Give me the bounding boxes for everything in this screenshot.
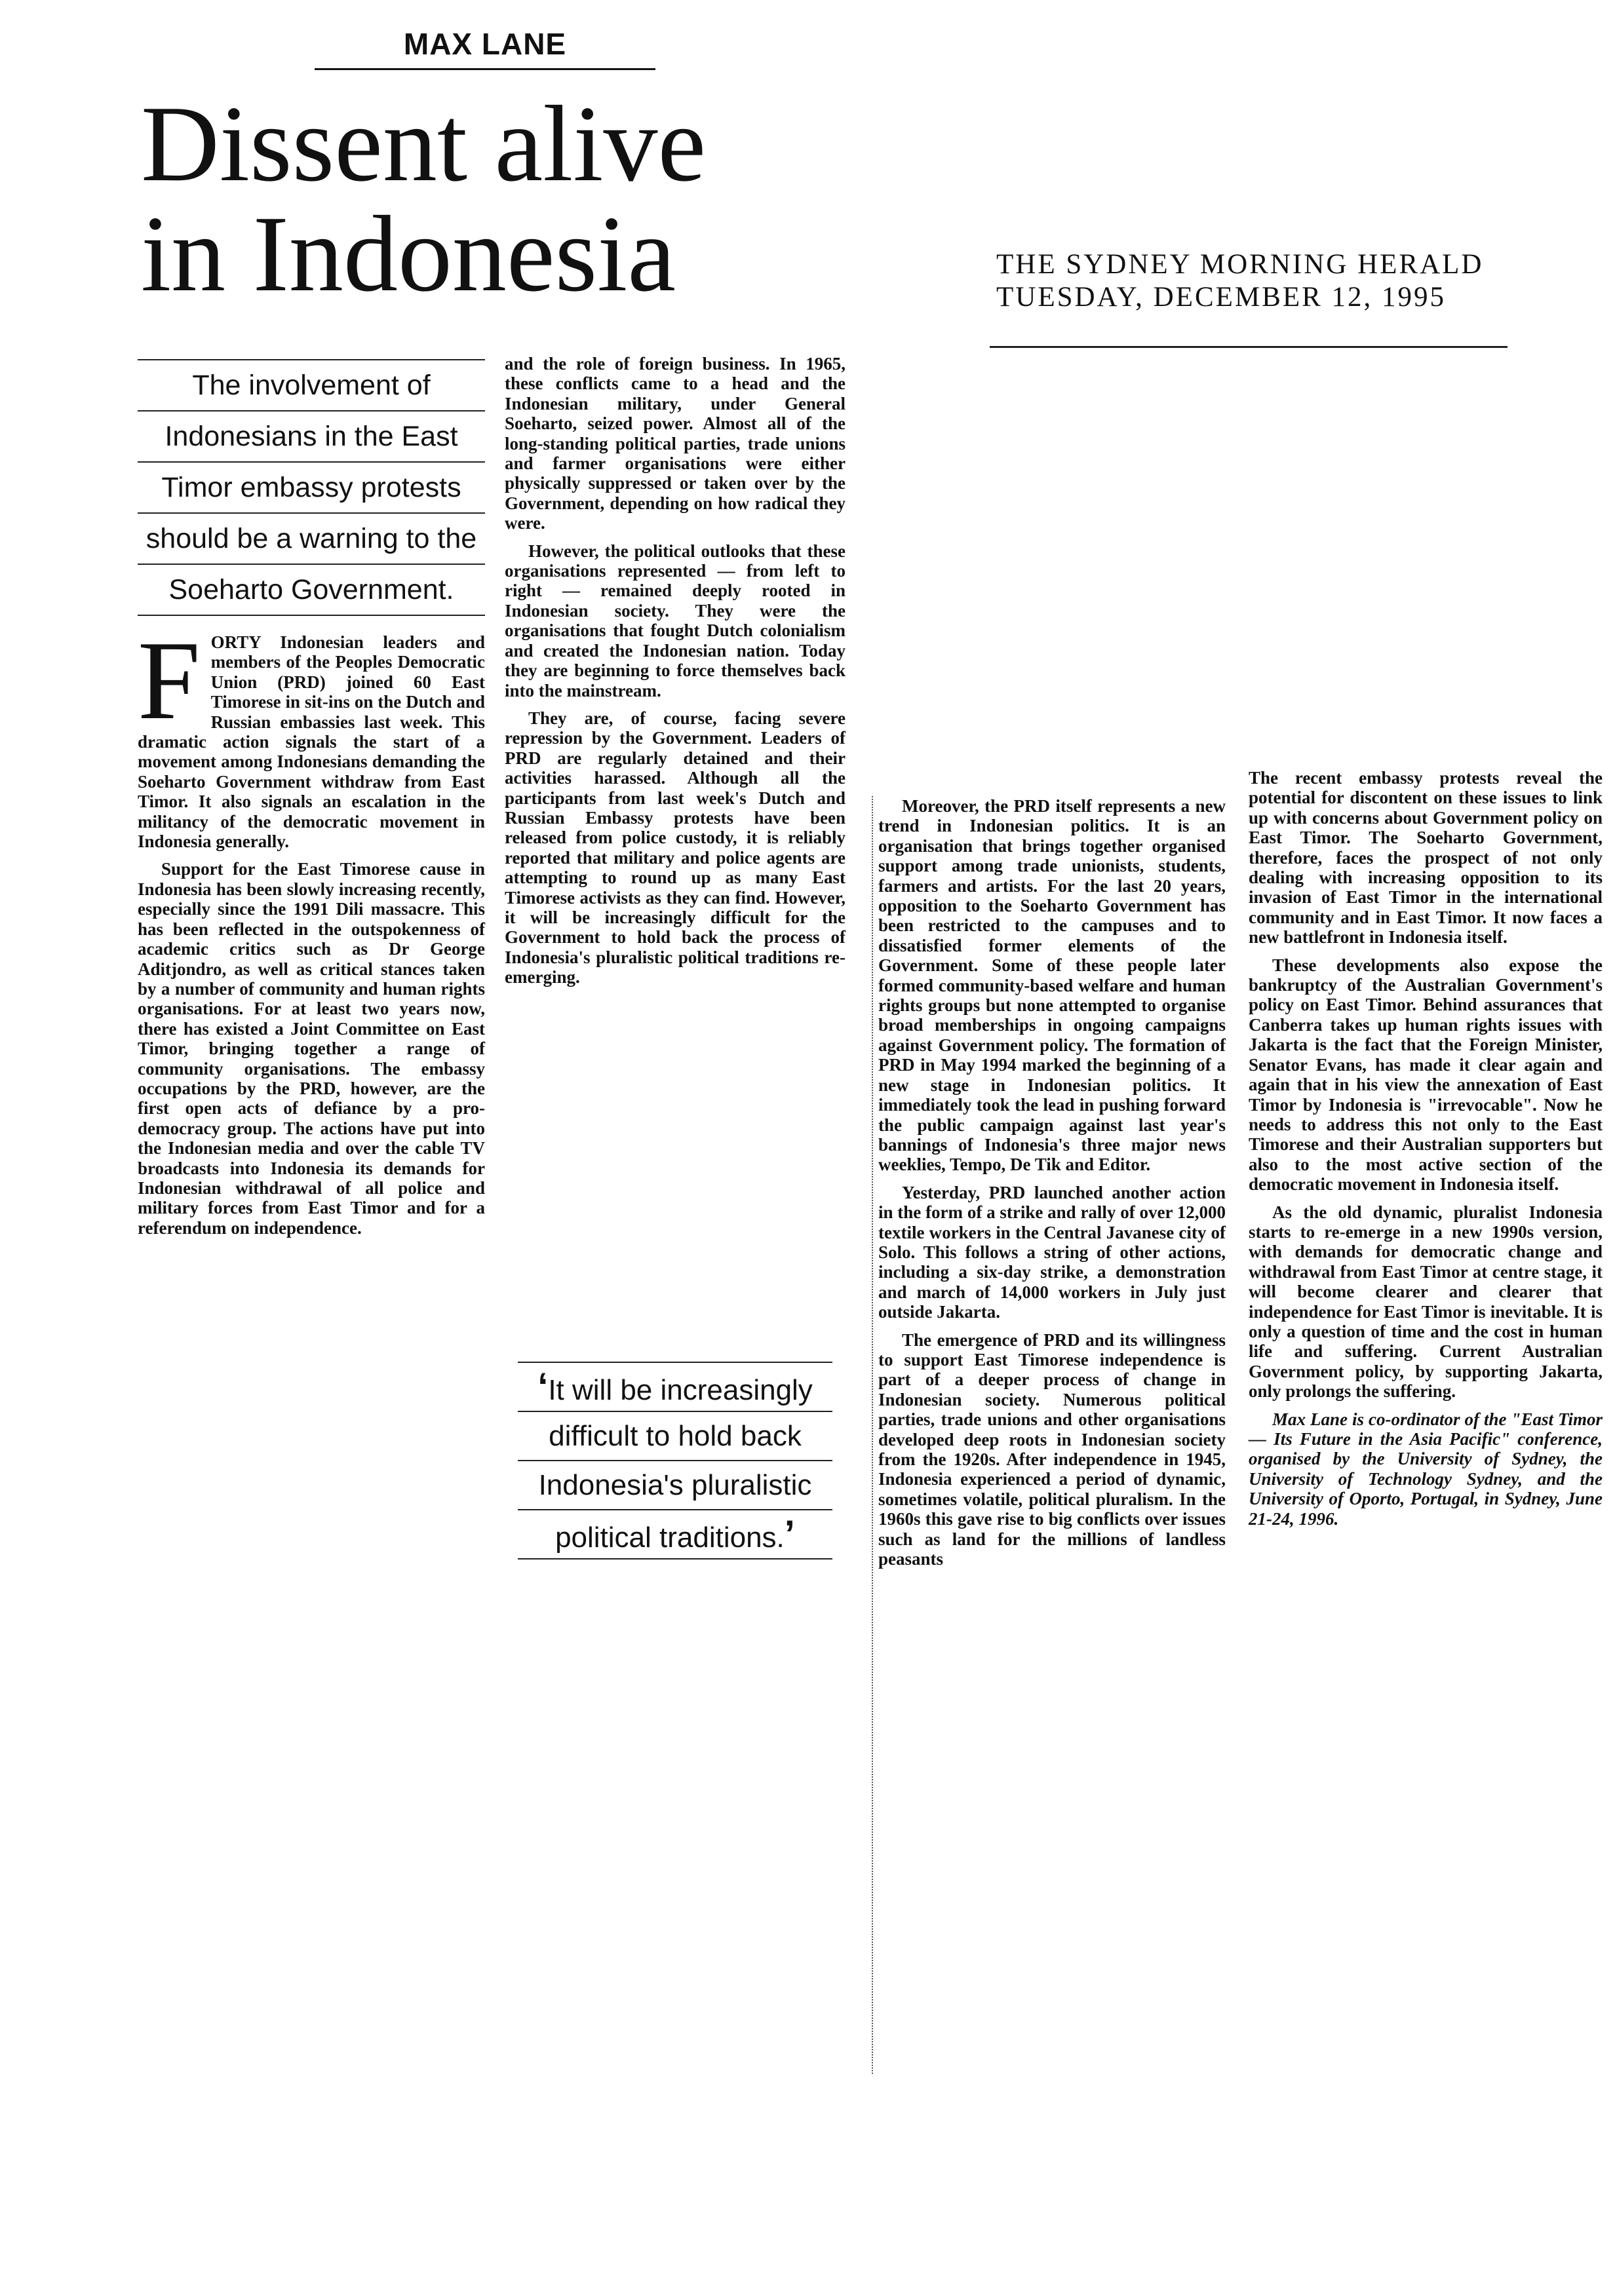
pull-quote-text: political traditions. xyxy=(555,1521,785,1554)
standfirst-line: The involvement of xyxy=(138,359,485,411)
headline-line-2: in Indonesia xyxy=(141,193,676,314)
paragraph: The emergence of PRD and its willingness to support East Timorese independence is part of a deeper process of change in Indonesian society. Numerous political parties, trade unions and other organisations developed deep roots in Indonesian society from the 1920s. After independence in 1945, Indonesia experienced a period of dynamic, sometimes volatile, political pluralism. In the 1960s this gave rise to big conflicts over issues such as land for the millions of landless peasants xyxy=(878,1330,1226,1569)
paragraph: Yesterday, PRD launched another action in the form of a strike and rally of over 12,000 textile workers in the Central Javanese city of Solo. This follows a string of other actions, including a six-day strike, a demonstration and march of 14,000 workers in July just outside Jakarta. xyxy=(878,1182,1226,1322)
paragraph: Support for the East Timorese cause in Indonesia has been slowly increasing recently, especially since the 1991 Dili massacre. This has been reflected in the outspokenness of academic critics such as Dr George Aditjondro, as well as critical stances taken by a number of community and human rights organisations. For at least two years now, there has existed a Joint Committee on East Timor, bringing together a range of community organisations. The embassy occupations by the PRD, however, are the first open acts of defiance by a pro-democracy group. The actions have put into the Indonesian media and over the cable TV broadcasts into Indonesia its demands for Indonesian withdrawal of all police and military forces from East Timor and for a referendum on independence. xyxy=(138,859,485,1238)
paragraph: and the role of foreign business. In 1965, these conflicts came to a head and the Indonesian military, under General Soeharto, seized power. Almost all of the long-standing political parties, trade unions and farmer organisations were either physically suppressed or taken over by the Government, depending on how radical they were. xyxy=(505,354,846,533)
column-rule xyxy=(872,796,873,2074)
standfirst-line: should be a warning to the xyxy=(138,514,485,565)
publication-name: THE SYDNEY MORNING HERALD xyxy=(996,249,1484,280)
article-column-3 xyxy=(878,796,1226,1577)
standfirst xyxy=(138,359,485,616)
paragraph: As the old dynamic, pluralist Indonesia starts to re-emerge in a new 1990s version, with demands for democratic change and withdrawal from East Timor at centre stage, it will become clearer and clearer that independence for East Timor is inevitable. It is only a question of time and the cost in human life and suffering. Current Australian Government policy, by supporting Jakarta, only prolongs the suffering. xyxy=(1249,1202,1603,1402)
publication-date: TUESDAY, DECEMBER 12, 1995 xyxy=(996,282,1447,313)
standfirst-line: Indonesians in the East xyxy=(138,411,485,463)
article-column-2 xyxy=(505,354,846,995)
close-quote-mark: ’ xyxy=(784,1513,795,1556)
pull-quote-line xyxy=(518,1362,832,1412)
paragraph: They are, of course, facing severe repression by the Government. Leaders of PRD are regularly detained and their activities harassed. Although all the participants from last week's Dutch and Russian Embassy protests have been released from police custody, it is reliably reported that military and police agents are attempting to round up as many East Timorese activists as they can find. However, it will be increasingly difficult for the Government to hold back the process of Indonesia's pluralistic political traditions re-emerging. xyxy=(505,708,846,987)
pull-quote-line: difficult to hold back xyxy=(518,1412,832,1461)
standfirst-line: Soeharto Government. xyxy=(138,565,485,616)
open-quote-mark: ‘ xyxy=(537,1366,549,1408)
article-column-1 xyxy=(138,619,485,1246)
pull-quote xyxy=(518,1362,832,1559)
headline xyxy=(141,83,862,314)
standfirst-line: Timor embassy protests xyxy=(138,463,485,514)
paragraph-text: ORTY Indonesian leaders and members of the Peoples Democratic Union (PRD) joined 60 East Timorese in sit-ins on the Dutch and Russian embassies last week. This dramatic action signals the start of a movement among Indonesians demanding the Soeharto Government withdraw from East Timor. It also signals an escalation in the militancy of the democratic movement in Indonesia generally. xyxy=(138,632,485,852)
paragraph: These developments also expose the bankruptcy of the Australian Government's policy on East Timor. Behind assurances that Canberra takes up human rights issues with Jakarta is the fact that the Foreign Minister, Senator Evans, has made it clear again and again that in his view the annexation of East Timor by Indonesia is "irrevocable". Now he needs to address this not only to the East Timorese and their Australian supporters but also to the most active section of the democratic movement in Indonesia itself. xyxy=(1249,955,1603,1195)
article-column-4 xyxy=(1249,768,1603,1537)
paragraph: However, the political outlooks that these organisations represented — from left to right — remained deeply rooted in Indonesian society. They were the organisations that fought Dutch colonialism and created the Indonesian nation. Today they are beginning to force themselves back into the mainstream. xyxy=(505,541,846,700)
paragraph xyxy=(138,619,485,852)
masthead-rule xyxy=(990,346,1508,348)
pull-quote-line xyxy=(518,1510,832,1559)
byline-rule xyxy=(315,68,655,70)
author-bio: Max Lane is co-ordinator of the "East Timor — Its Future in the Asia Pacific" conference, organised by the University of Sydney, the University of Technology Sydney, and the University of Oporto, Portugal, in Sydney, June 21-24, 1996. xyxy=(1249,1409,1603,1529)
paragraph: Moreover, the PRD itself represents a new trend in Indonesian politics. It is an organisation that brings together organised support among trade unionists, students, farmers and artists. For the last 20 years, opposition to the Soeharto Government has been restricted to the campuses and to dissatisfied former elements of the Government. Some of these people later formed community-based welfare and human rights groups but none attempted to organise broad memberships in ongoing campaigns against Government policy. The formation of PRD in May 1994 marked the beginning of a new stage in Indonesian politics. It immediately took the lead in pushing forward the public campaign against last year's bannings of Indonesia's three major news weeklies, Tempo, De Tik and Editor. xyxy=(878,796,1226,1175)
pull-quote-line: Indonesia's pluralistic xyxy=(518,1461,832,1510)
headline-line-1: Dissent alive xyxy=(141,83,707,204)
paragraph: The recent embassy protests reveal the potential for discontent on these issues to link up with concerns about Government policy on East Timor. The Soeharto Government, therefore, faces the prospect of not only dealing with increasing opposition to its invasion of East Timor in the international community and in East Timor. It now faces a new battlefront in Indonesia itself. xyxy=(1249,768,1603,947)
byline: MAX LANE xyxy=(403,27,567,61)
pull-quote-text: It will be increasingly xyxy=(548,1374,813,1406)
drop-cap: F xyxy=(138,619,201,743)
